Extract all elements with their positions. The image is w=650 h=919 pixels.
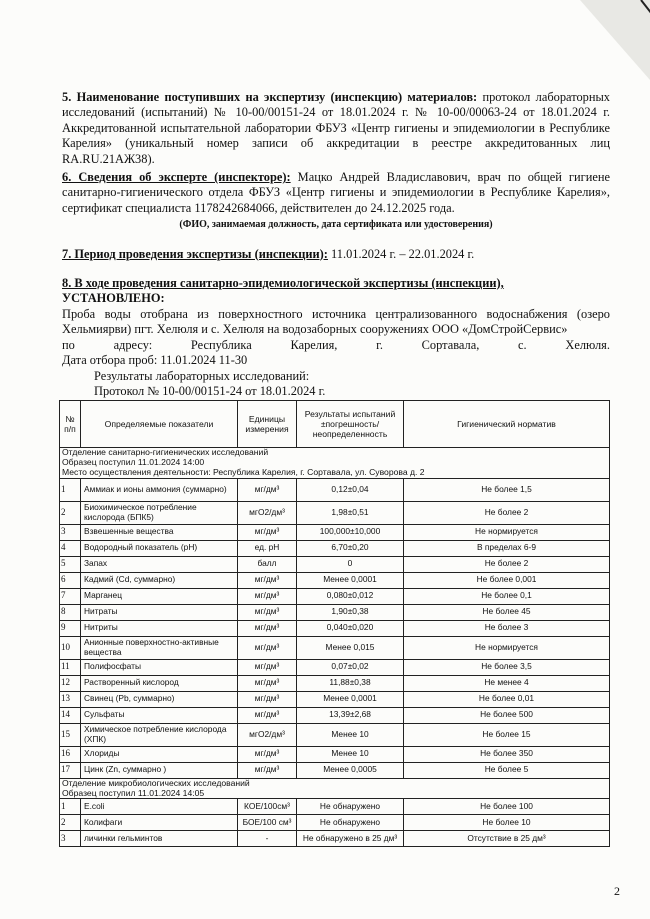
cell-number: 16 xyxy=(60,746,81,762)
established-heading: УСТАНОВЛЕНО: xyxy=(62,291,165,306)
cell-number: 4 xyxy=(60,540,81,556)
cell-number: 2 xyxy=(60,501,81,524)
cell-unit: мг/дм³ xyxy=(238,659,297,675)
section-header-micro: Отделение микробиологических исследований Образец поступил 11.01.2024 14:05 xyxy=(60,778,610,799)
cell-result: Не обнаружено xyxy=(297,815,404,831)
cell-number: 3 xyxy=(60,831,81,847)
cell-result: 6,70±0,20 xyxy=(297,540,404,556)
cell-norm: Не более 2 xyxy=(404,501,610,524)
section-5-lead: 5. Наименование поступивших на экспертизу (инспекцию) материалов: xyxy=(62,90,478,104)
table-header-row xyxy=(60,401,610,448)
page-fold xyxy=(580,0,650,80)
col-indicator-header: Определяемые показатели xyxy=(81,401,238,448)
cell-unit: мг/дм³ xyxy=(238,588,297,604)
cell-number: 7 xyxy=(60,588,81,604)
cell-number: 14 xyxy=(60,707,81,723)
table-row xyxy=(60,659,610,675)
page-number: 2 xyxy=(614,884,620,898)
table-row xyxy=(60,691,610,707)
cell-result: Не обнаружено в 25 дм³ xyxy=(297,831,404,847)
cell-norm: Не более 45 xyxy=(404,604,610,620)
table-row xyxy=(60,604,610,620)
cell-unit: КОЕ/100см³ xyxy=(238,799,297,815)
cell-indicator: Аммиак и ионы аммония (суммарно) xyxy=(81,478,238,501)
cell-norm: Не более 0,01 xyxy=(404,691,610,707)
cell-indicator: Химическое потребление кислорода (ХПК) xyxy=(81,723,238,746)
results-heading: Результаты лабораторных исследований: xyxy=(94,368,310,383)
table-row xyxy=(60,831,610,847)
cell-number: 1 xyxy=(60,799,81,815)
section-6 xyxy=(62,170,610,216)
cell-unit: мг/дм³ xyxy=(238,636,297,659)
cell-unit: ед. рН xyxy=(238,540,297,556)
cell-number: 13 xyxy=(60,691,81,707)
cell-result: 0,080±0,012 xyxy=(297,588,404,604)
cell-indicator: Биохимическое потребление кислорода (БПК5) xyxy=(81,501,238,524)
cell-norm: Отсутствие в 25 дм³ xyxy=(404,831,610,847)
table-row xyxy=(60,620,610,636)
cell-result: 0 xyxy=(297,556,404,572)
table-row xyxy=(60,799,610,815)
cell-unit: мг/дм³ xyxy=(238,746,297,762)
cell-number: 6 xyxy=(60,572,81,588)
cell-number: 2 xyxy=(60,815,81,831)
cell-unit: мг/дм³ xyxy=(238,691,297,707)
cell-result: 100,000±10,000 xyxy=(297,524,404,540)
table-row xyxy=(60,478,610,501)
table-row xyxy=(60,556,610,572)
cell-unit: мг/дм³ xyxy=(238,572,297,588)
cell-norm: Не более 500 xyxy=(404,707,610,723)
cell-indicator: Запах xyxy=(81,556,238,572)
section-6-lead: 6. Сведения об эксперте (инспекторе): xyxy=(62,170,291,185)
cell-result: 1,90±0,38 xyxy=(297,604,404,620)
section-header-sanitary: Отделение санитарно-гигиенических исследований Образец поступил 11.01.2024 14:00 Место осуществления деятельности: Республика Карелия, г. Сортавала, ул. Суворова д. 2 xyxy=(60,448,610,478)
cell-unit: мг/дм³ xyxy=(238,675,297,691)
cell-unit: мгО2/дм³ xyxy=(238,723,297,746)
cell-norm: Не нормируется xyxy=(404,636,610,659)
cell-unit: мг/дм³ xyxy=(238,604,297,620)
cell-norm: Не менее 4 xyxy=(404,675,610,691)
col-unit-header: Единицы измерения xyxy=(238,401,297,448)
cell-number: 12 xyxy=(60,675,81,691)
col-number-header: № п/п xyxy=(60,401,81,448)
cell-indicator: Сульфаты xyxy=(81,707,238,723)
cell-result: Не обнаружено xyxy=(297,799,404,815)
cell-result: 0,040±0,020 xyxy=(297,620,404,636)
cell-number: 9 xyxy=(60,620,81,636)
cell-unit: БОЕ/100 см³ xyxy=(238,815,297,831)
table-row xyxy=(60,524,610,540)
section-8 xyxy=(62,276,610,291)
cell-unit: балл xyxy=(238,556,297,572)
cell-norm: Не более 10 xyxy=(404,815,610,831)
cell-result: Менее 0,0001 xyxy=(297,572,404,588)
table-row xyxy=(60,815,610,831)
section-7 xyxy=(62,247,610,262)
section-6-caption: (ФИО, занимаемая должность, дата сертификата или удостоверения) xyxy=(179,219,493,231)
cell-result: 0,07±0,02 xyxy=(297,659,404,675)
cell-norm: Не более 5 xyxy=(404,762,610,778)
cell-result: 0,12±0,04 xyxy=(297,478,404,501)
cell-norm: Не более 2 xyxy=(404,556,610,572)
cell-norm: Не более 0,1 xyxy=(404,588,610,604)
cell-result: 11,88±0,38 xyxy=(297,675,404,691)
sampling-date: Дата отбора проб: 11.01.2024 11-30 xyxy=(62,353,248,368)
cell-result: Менее 10 xyxy=(297,746,404,762)
cell-result: 13,39±2,68 xyxy=(297,707,404,723)
cell-indicator: Марганец xyxy=(81,588,238,604)
cell-result: Менее 10 xyxy=(297,723,404,746)
col-result-header: Результаты испытаний ±погрешность/ неопределенность xyxy=(297,401,404,448)
cell-indicator: Хлориды xyxy=(81,746,238,762)
cell-result: Менее 0,0005 xyxy=(297,762,404,778)
table-row xyxy=(60,746,610,762)
cell-indicator: Колифаги xyxy=(81,815,238,831)
table-row xyxy=(60,723,610,746)
results-table xyxy=(59,400,610,847)
cell-indicator: Нитриты xyxy=(81,620,238,636)
section-7-lead: 7. Период проведения экспертизы (инспекции): xyxy=(62,246,328,261)
cell-number: 1 xyxy=(60,478,81,501)
cell-number: 11 xyxy=(60,659,81,675)
cell-indicator: личинки гельминтов xyxy=(81,831,238,847)
cell-norm: Не более 15 xyxy=(404,723,610,746)
cell-norm: Не более 0,001 xyxy=(404,572,610,588)
cell-unit: мгО2/дм³ xyxy=(238,501,297,524)
cell-norm: Не более 100 xyxy=(404,799,610,815)
cell-number: 5 xyxy=(60,556,81,572)
cell-result: 1,98±0,51 xyxy=(297,501,404,524)
col-norm-header: Гигиенический норматив xyxy=(404,401,610,448)
address-line: по адресу: Республика Карелия, г. Сортавала, с. Хелюля. xyxy=(62,337,610,352)
table-row xyxy=(60,501,610,524)
protocol-number: Протокол № 10-00/00151-24 от 18.01.2024 г. xyxy=(94,383,326,398)
cell-number: 17 xyxy=(60,762,81,778)
cell-indicator: Взвешенные вещества xyxy=(81,524,238,540)
cell-unit: мг/дм³ xyxy=(238,620,297,636)
cell-indicator: Полифосфаты xyxy=(81,659,238,675)
table-row xyxy=(60,636,610,659)
cell-unit: мг/дм³ xyxy=(238,707,297,723)
table-row xyxy=(60,540,610,556)
table-row xyxy=(60,572,610,588)
cell-number: 3 xyxy=(60,524,81,540)
cell-indicator: Кадмий (Cd, суммарно) xyxy=(81,572,238,588)
document-body xyxy=(62,90,610,847)
cell-unit: мг/дм³ xyxy=(238,762,297,778)
cell-unit: мг/дм³ xyxy=(238,524,297,540)
table-row xyxy=(60,588,610,604)
cell-indicator: Растворенный кислород xyxy=(81,675,238,691)
table-row xyxy=(60,675,610,691)
cell-norm: Не нормируется xyxy=(404,524,610,540)
cell-indicator: Цинк (Zn, суммарно ) xyxy=(81,762,238,778)
cell-norm: Не более 1,5 xyxy=(404,478,610,501)
cell-result: Менее 0,015 xyxy=(297,636,404,659)
cell-indicator: Нитраты xyxy=(81,604,238,620)
cell-norm: Не более 3 xyxy=(404,620,610,636)
cell-norm: В пределах 6-9 xyxy=(404,540,610,556)
cell-number: 10 xyxy=(60,636,81,659)
cell-indicator: Водородный показатель (рН) xyxy=(81,540,238,556)
cell-number: 8 xyxy=(60,604,81,620)
section-6-text: Мацко Андрей Владиславович, врач по общей гигиене санитарно-гигиенического отдела ФБУЗ «Центр гигиены и эпидемиологии в Республике Карелия», сертификат специалиста 1178242684066, действителен до 24.12.2025 года. xyxy=(62,170,610,215)
cell-unit: - xyxy=(238,831,297,847)
section-8-lead: 8. В ходе проведения санитарно-эпидемиологической экспертизы (инспекции), xyxy=(62,276,504,291)
table-row xyxy=(60,707,610,723)
table-row xyxy=(60,762,610,778)
sample-paragraph: Проба воды отобрана из поверхностного источника централизованного водоснабжения (озеро Хельмиярви) пгт. Хелюля и с. Хелюля на водозаборных сооружениях ООО «ДомСтройСервис» xyxy=(62,306,610,337)
section-5-text: протокол лабораторных исследований (испытаний) № 10-00/00151-24 от 18.01.2024 г. № 10-00/00063-24 от 18.01.2024 г. Аккредитованной испытательной лаборатории ФБУЗ «Центр гигиены и эпидемиологии в Республике Карелия» (уникальный номер записи об аккредитации в реестре аккредитованных лиц RA.RU.21АЖ38). xyxy=(62,90,610,166)
cell-unit: мг/дм³ xyxy=(238,478,297,501)
cell-result: Менее 0,0001 xyxy=(297,691,404,707)
section-5 xyxy=(62,90,610,167)
cell-indicator: Анионные поверхностно-активные вещества xyxy=(81,636,238,659)
cell-indicator: Свинец (Pb, суммарно) xyxy=(81,691,238,707)
cell-number: 15 xyxy=(60,723,81,746)
cell-norm: Не более 350 xyxy=(404,746,610,762)
section-7-value: 11.01.2024 г. – 22.01.2024 г. xyxy=(331,246,475,261)
cell-indicator: E.coli xyxy=(81,799,238,815)
cell-norm: Не более 3,5 xyxy=(404,659,610,675)
